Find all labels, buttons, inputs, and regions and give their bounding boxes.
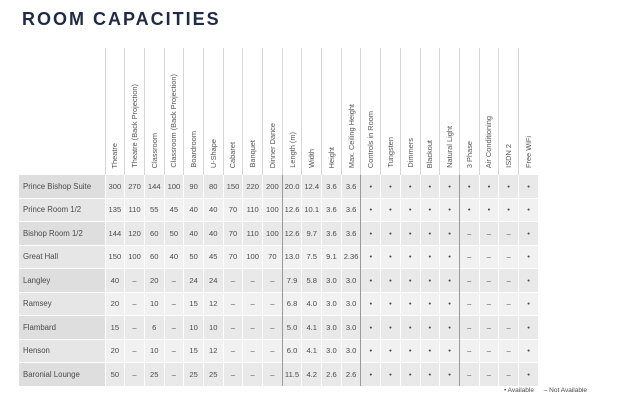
table-cell: • <box>361 292 381 316</box>
table-cell: 60 <box>144 245 164 269</box>
table-cell: – <box>125 292 145 316</box>
table-cell: 25 <box>203 363 223 386</box>
table-cell: 3.0 <box>341 292 361 316</box>
table-cell: – <box>479 245 499 269</box>
table-cell: 6 <box>144 316 164 340</box>
table-cell: – <box>164 363 184 386</box>
table-cell: – <box>263 339 283 363</box>
column-header <box>420 48 440 175</box>
table-cell: • <box>361 245 381 269</box>
table-cell: – <box>499 245 519 269</box>
table-cell: 24 <box>203 269 223 293</box>
table-cell: – <box>499 363 519 386</box>
table-header-row <box>19 48 538 175</box>
page-title: ROOM CAPACITIES <box>22 9 221 29</box>
room-name: Ramsey <box>19 292 105 316</box>
table-cell: – <box>164 316 184 340</box>
column-header <box>381 48 401 175</box>
table-cell: 25 <box>184 363 204 386</box>
table-cell: – <box>164 292 184 316</box>
table-cell: • <box>440 198 460 222</box>
table-cell: 3.0 <box>341 339 361 363</box>
table-cell: 7.5 <box>302 245 322 269</box>
table-cell: 12.6 <box>282 198 302 222</box>
column-header <box>203 48 223 175</box>
table-cell: • <box>459 175 479 199</box>
table-cell: 3.6 <box>341 175 361 199</box>
column-header <box>302 48 322 175</box>
table-cell: • <box>381 175 401 199</box>
column-header <box>400 48 420 175</box>
table-cell: 50 <box>184 245 204 269</box>
table-cell: 40 <box>184 222 204 246</box>
column-header <box>518 48 538 175</box>
table-cell: 80 <box>203 175 223 199</box>
column-header <box>223 48 243 175</box>
table-cell: 15 <box>184 292 204 316</box>
table-cell: 100 <box>263 222 283 246</box>
table-cell: 220 <box>243 175 263 199</box>
column-header <box>499 48 519 175</box>
table-cell: 12 <box>203 292 223 316</box>
table-cell: • <box>381 363 401 386</box>
header-corner <box>19 48 105 175</box>
table-cell: • <box>518 363 538 386</box>
column-header-label: Theatre <box>110 142 120 168</box>
table-cell: 150 <box>223 175 243 199</box>
table-row <box>19 339 538 363</box>
table-cell: • <box>361 269 381 293</box>
table-cell: • <box>420 175 440 199</box>
table-cell: 2.6 <box>322 363 342 386</box>
table-cell: – <box>125 316 145 340</box>
column-header-label: Theatre (Back Projection) <box>130 84 140 168</box>
table-cell: • <box>440 269 460 293</box>
table-cell: • <box>440 316 460 340</box>
table-cell: – <box>459 245 479 269</box>
table-cell: – <box>479 292 499 316</box>
legend-available: • Available <box>503 387 534 394</box>
table-cell: • <box>518 316 538 340</box>
room-name: Prince Room 1/2 <box>19 198 105 222</box>
table-cell: – <box>223 339 243 363</box>
table-cell: • <box>381 292 401 316</box>
column-header-label: Tungsten <box>385 137 395 168</box>
table-cell: 3.0 <box>322 269 342 293</box>
table-cell: 50 <box>164 222 184 246</box>
table-cell: 12.6 <box>282 222 302 246</box>
table-cell: 150 <box>105 245 125 269</box>
table-cell: 24 <box>184 269 204 293</box>
table-cell: 70 <box>223 222 243 246</box>
table-cell: • <box>381 269 401 293</box>
table-cell: – <box>223 316 243 340</box>
column-header-label: Length (m) <box>287 132 297 168</box>
column-header-label: Classroom <box>149 132 159 168</box>
table-cell: 3.0 <box>322 316 342 340</box>
table-cell: 2.36 <box>341 245 361 269</box>
table-cell: – <box>459 339 479 363</box>
table-cell: 9.1 <box>322 245 342 269</box>
table-cell: 40 <box>105 269 125 293</box>
table-cell: • <box>440 222 460 246</box>
table-cell: 10 <box>184 316 204 340</box>
table-cell: 144 <box>144 175 164 199</box>
table-cell: • <box>499 175 519 199</box>
table-cell: • <box>400 363 420 386</box>
table-row <box>19 198 538 222</box>
column-header-label: Width <box>307 149 317 168</box>
table-cell: 6.8 <box>282 292 302 316</box>
table-cell: • <box>499 198 519 222</box>
table-cell: • <box>400 292 420 316</box>
table-cell: • <box>420 269 440 293</box>
table-cell: 20 <box>105 339 125 363</box>
table-cell: • <box>518 245 538 269</box>
table-cell: – <box>164 339 184 363</box>
table-cell: 50 <box>105 363 125 386</box>
table-cell: – <box>243 339 263 363</box>
legend <box>496 387 587 394</box>
table-cell: • <box>361 339 381 363</box>
table-cell: 4.0 <box>302 292 322 316</box>
column-header <box>322 48 342 175</box>
table-cell: 70 <box>223 198 243 222</box>
column-header <box>282 48 302 175</box>
table-cell: 7.9 <box>282 269 302 293</box>
table-cell: 3.0 <box>322 339 342 363</box>
table-cell: 3.6 <box>322 198 342 222</box>
table-cell: • <box>420 316 440 340</box>
table-cell: – <box>223 363 243 386</box>
table-cell: • <box>420 245 440 269</box>
table-body <box>19 175 538 386</box>
column-header-label: Dimmers <box>405 138 415 168</box>
table-cell: • <box>400 175 420 199</box>
table-cell: 3.6 <box>341 222 361 246</box>
table-cell: 100 <box>243 245 263 269</box>
table-cell: – <box>243 269 263 293</box>
table-cell: • <box>361 175 381 199</box>
table-cell: – <box>459 292 479 316</box>
table-cell: 3.0 <box>341 269 361 293</box>
table-cell: • <box>400 222 420 246</box>
table-cell: 120 <box>125 222 145 246</box>
column-header <box>341 48 361 175</box>
table-cell: • <box>420 339 440 363</box>
room-name: Flambard <box>19 316 105 340</box>
table-row <box>19 292 538 316</box>
table-cell: 45 <box>203 245 223 269</box>
table-cell: • <box>518 198 538 222</box>
table-cell: – <box>263 316 283 340</box>
table-cell: 3.6 <box>341 198 361 222</box>
table-cell: – <box>263 363 283 386</box>
column-header-label: Height <box>326 146 336 168</box>
table-cell: • <box>361 198 381 222</box>
table-cell: – <box>125 363 145 386</box>
table-cell: 5.8 <box>302 269 322 293</box>
table-cell: • <box>420 363 440 386</box>
column-header-label: U-Shape <box>208 138 218 168</box>
column-header-label: Max. Ceiling Height <box>346 103 356 168</box>
column-header-label: Natural Light <box>445 126 455 168</box>
table-row <box>19 269 538 293</box>
table-cell: – <box>479 316 499 340</box>
table-row <box>19 363 538 386</box>
table-cell: 3.6 <box>322 175 342 199</box>
table-cell: 40 <box>203 222 223 246</box>
table-cell: 90 <box>184 175 204 199</box>
column-header-label: Cabaret <box>228 141 238 168</box>
table-cell: • <box>381 339 401 363</box>
table-cell: 270 <box>125 175 145 199</box>
table-cell: 10.1 <box>302 198 322 222</box>
column-header-label: Banquet <box>248 140 258 168</box>
table-cell: 144 <box>105 222 125 246</box>
table-cell: – <box>459 269 479 293</box>
room-name: Henson <box>19 339 105 363</box>
table-cell: – <box>499 292 519 316</box>
table-cell: – <box>479 269 499 293</box>
column-header <box>459 48 479 175</box>
column-header-label: Controls in Room <box>366 110 376 168</box>
table-cell: 110 <box>243 222 263 246</box>
table-cell: 60 <box>144 222 164 246</box>
table-cell: 45 <box>164 198 184 222</box>
table-cell: 135 <box>105 198 125 222</box>
table-cell: – <box>479 222 499 246</box>
table-cell: – <box>499 339 519 363</box>
table-cell: • <box>440 339 460 363</box>
table-cell: 100 <box>164 175 184 199</box>
table-cell: – <box>499 269 519 293</box>
table-cell: – <box>499 316 519 340</box>
table-cell: 200 <box>263 175 283 199</box>
table-cell: 9.7 <box>302 222 322 246</box>
table-cell: • <box>381 245 401 269</box>
table-cell: • <box>400 269 420 293</box>
table-cell: • <box>420 222 440 246</box>
table-cell: – <box>459 222 479 246</box>
column-header-label: 3 Phase <box>464 140 474 168</box>
table-cell: • <box>400 245 420 269</box>
table-cell: • <box>400 198 420 222</box>
table-cell: – <box>125 269 145 293</box>
table-cell: • <box>420 198 440 222</box>
room-name: Baronial Lounge <box>19 363 105 386</box>
table-cell: – <box>223 292 243 316</box>
table-cell: 15 <box>105 316 125 340</box>
table-cell: 40 <box>203 198 223 222</box>
column-header <box>105 48 125 175</box>
table-cell: • <box>440 292 460 316</box>
table-cell: 12.4 <box>302 175 322 199</box>
table-cell: – <box>479 339 499 363</box>
table-cell: 2.6 <box>341 363 361 386</box>
table-cell: – <box>499 222 519 246</box>
room-name: Langley <box>19 269 105 293</box>
room-name: Prince Bishop Suite <box>19 175 105 199</box>
table-cell: 70 <box>223 245 243 269</box>
table-row <box>19 222 538 246</box>
table-cell: • <box>381 222 401 246</box>
table-cell: • <box>440 245 460 269</box>
table-cell: 13.0 <box>282 245 302 269</box>
table-cell: • <box>518 175 538 199</box>
table-cell: 70 <box>263 245 283 269</box>
table-cell: 300 <box>105 175 125 199</box>
table-cell: 10 <box>203 316 223 340</box>
table-cell: 10 <box>144 292 164 316</box>
column-header <box>440 48 460 175</box>
room-name: Great Hall <box>19 245 105 269</box>
table-cell: • <box>518 339 538 363</box>
table-cell: – <box>459 363 479 386</box>
table-cell: • <box>361 222 381 246</box>
room-name: Bishop Room 1/2 <box>19 222 105 246</box>
table-cell: 11.5 <box>282 363 302 386</box>
table-cell: • <box>440 175 460 199</box>
column-header <box>263 48 283 175</box>
table-cell: 12 <box>203 339 223 363</box>
table-cell: • <box>400 339 420 363</box>
column-header-label: Dinner Dance <box>267 122 277 168</box>
column-header-label: Boardroom <box>189 131 199 168</box>
table-cell: – <box>223 269 243 293</box>
table-row <box>19 245 538 269</box>
table-cell: 100 <box>263 198 283 222</box>
table-cell: 20.0 <box>282 175 302 199</box>
table-cell: – <box>459 316 479 340</box>
table-cell: – <box>243 363 263 386</box>
column-header <box>164 48 184 175</box>
room-capacities-table <box>19 48 538 386</box>
column-header <box>184 48 204 175</box>
table-cell: 100 <box>125 245 145 269</box>
table-cell: • <box>518 292 538 316</box>
table-cell: – <box>164 269 184 293</box>
table-cell: 55 <box>144 198 164 222</box>
table-cell: • <box>381 316 401 340</box>
table-cell: 25 <box>144 363 164 386</box>
column-header <box>361 48 381 175</box>
column-header <box>144 48 164 175</box>
table-cell: 4.2 <box>302 363 322 386</box>
table-cell: • <box>459 198 479 222</box>
table-cell: 15 <box>184 339 204 363</box>
table-cell: – <box>125 339 145 363</box>
table-cell: 6.0 <box>282 339 302 363</box>
table-cell: 5.0 <box>282 316 302 340</box>
table-cell: 3.6 <box>322 222 342 246</box>
column-header-label: ISDN 2 <box>504 144 514 168</box>
table-cell: 110 <box>125 198 145 222</box>
table-cell: 4.1 <box>302 339 322 363</box>
table-cell: – <box>479 363 499 386</box>
table-cell: • <box>361 363 381 386</box>
column-header-label: Classroom (Back Projection) <box>169 74 179 168</box>
table-row <box>19 175 538 199</box>
table-cell: 20 <box>105 292 125 316</box>
table-cell: • <box>440 363 460 386</box>
column-header-label: Free WiFi <box>524 135 534 168</box>
column-header-label: Blackout <box>425 139 435 168</box>
table-cell: • <box>518 222 538 246</box>
table-cell: 110 <box>243 198 263 222</box>
table-cell: – <box>243 292 263 316</box>
column-header <box>243 48 263 175</box>
legend-not-available: – Not Available <box>543 387 587 394</box>
table-cell: – <box>263 292 283 316</box>
table-cell: • <box>518 269 538 293</box>
column-header-label: Air Conditioning <box>484 115 494 168</box>
table-cell: • <box>479 198 499 222</box>
table-cell: – <box>263 269 283 293</box>
table-cell: – <box>243 316 263 340</box>
table-cell: • <box>479 175 499 199</box>
table-cell: 40 <box>164 245 184 269</box>
table-cell: • <box>420 292 440 316</box>
table-cell: 3.0 <box>322 292 342 316</box>
table-cell: 20 <box>144 269 164 293</box>
table-cell: 4.1 <box>302 316 322 340</box>
table-cell: • <box>361 316 381 340</box>
column-header <box>125 48 145 175</box>
table-cell: 3.0 <box>341 316 361 340</box>
table-row <box>19 316 538 340</box>
column-header <box>479 48 499 175</box>
table-cell: • <box>400 316 420 340</box>
table-cell: • <box>381 198 401 222</box>
table-cell: 10 <box>144 339 164 363</box>
table-cell: 40 <box>184 198 204 222</box>
